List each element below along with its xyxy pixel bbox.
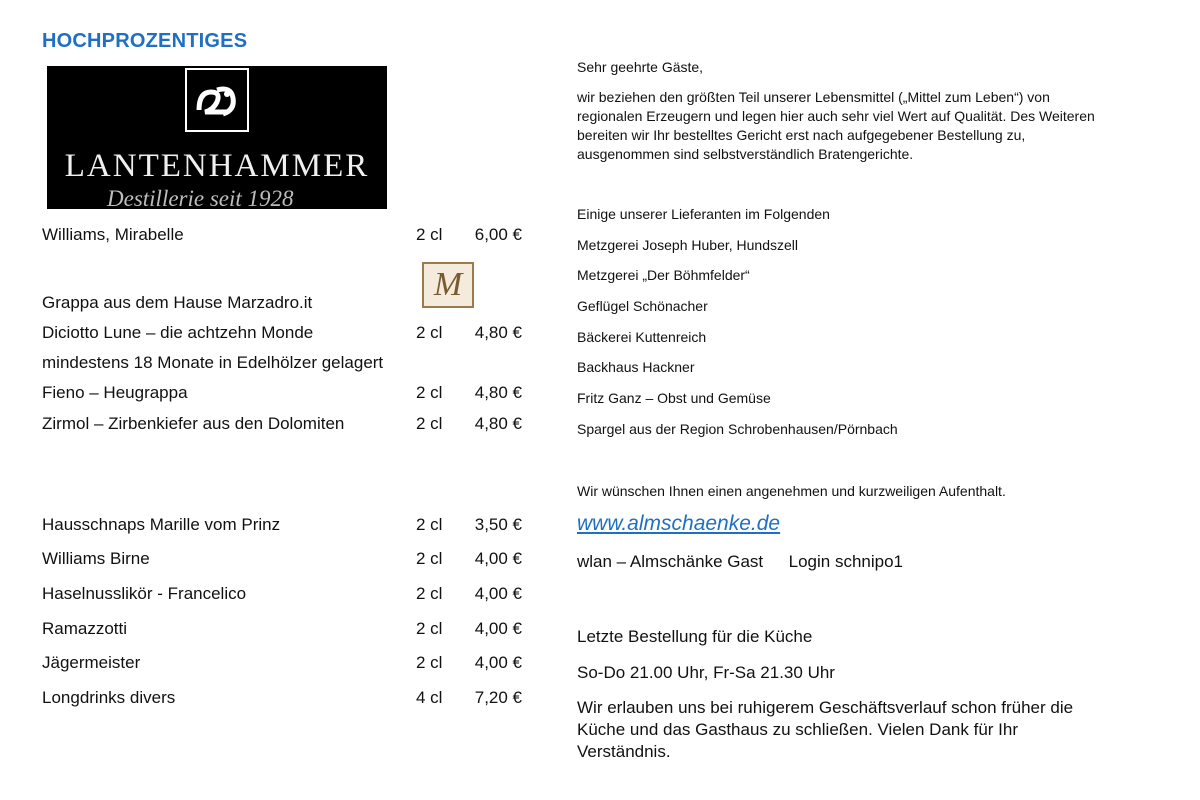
lantenhammer-name: LANTENHAMMER [64, 148, 370, 184]
item-name: Fieno – Heugrappa [42, 383, 188, 402]
supplier-item: Metzgerei „Der Böhmfelder“ [577, 267, 750, 283]
diciotto-note: mindestens 18 Monate in Edelhölzer gelagert [42, 353, 384, 372]
website-link[interactable]: www.almschaenke.de [577, 512, 781, 535]
marzadro-logo [422, 262, 474, 308]
item-name: Zirmol – Zirbenkiefer aus den Dolomiten [42, 414, 345, 433]
item-volume: 2 cl [416, 225, 443, 244]
item-name: Jägermeister [42, 653, 141, 672]
item-name: Williams, Mirabelle [42, 225, 184, 244]
item-price: 4,00 € [474, 584, 522, 603]
item-volume: 2 cl [416, 323, 443, 342]
item-volume: 2 cl [416, 515, 443, 534]
item-name: Ramazzotti [42, 619, 128, 638]
menu-row-williams-birne [42, 547, 522, 571]
supplier-item: Geflügel Schönacher [577, 298, 708, 314]
item-volume: 2 cl [416, 584, 443, 603]
menu-row-hausschnaps [42, 513, 522, 537]
item-price: 4,00 € [474, 653, 522, 672]
item-name: Diciotto Lune – die achtzehn Monde [42, 323, 314, 342]
item-volume: 2 cl [416, 549, 443, 568]
item-name: Longdrinks divers [42, 688, 176, 707]
item-price: 4,00 € [474, 549, 522, 568]
item-name: Haselnusslikör - Francelico [42, 584, 247, 603]
greeting: Sehr geehrte Gäste, [577, 59, 704, 75]
closing-note: Wir erlauben uns bei ruhigerem Geschäftsverlauf schon früher die Küche und das Gasthaus zu schließen. Vielen Dank für Ihr Verständnis. [577, 698, 1074, 761]
lantenhammer-subtitle: Destillerie seit 1928 [107, 186, 294, 211]
wlan-name: wlan – Almschänke Gast [577, 552, 764, 571]
item-price: 6,00 € [474, 225, 522, 244]
intro-text: wir beziehen den größten Teil unserer Lebensmittel („Mittel zum Leben“) von regionalen Erzeugern und legen hier auch sehr viel Wert auf Qualität. Des Weiteren bereiten wir Ihr bestelltes Gericht erst nach aufgegebener Bestellung zu, ausgenommen sind selbstverständlich Bratengerichte. [577, 89, 1095, 162]
supplier-item: Fritz Ganz – Obst und Gemüse [577, 390, 771, 406]
wlan-login: Login schnipo1 [788, 552, 903, 571]
menu-row-williams-mirabelle [42, 223, 522, 247]
wlan-info [577, 551, 903, 573]
lantenhammer-emblem-icon [185, 68, 249, 132]
page-heading: HOCHPROZENTIGES [42, 30, 248, 52]
marzadro-letter: M [433, 266, 463, 303]
item-volume: 2 cl [416, 653, 443, 672]
item-price: 4,80 € [474, 383, 522, 402]
item-price: 4,00 € [474, 619, 522, 638]
item-volume: 2 cl [416, 414, 443, 433]
item-price: 7,20 € [474, 688, 522, 707]
item-volume: 2 cl [416, 619, 443, 638]
menu-row-jaegermeister [42, 651, 522, 675]
supplier-item: Spargel aus der Region Schrobenhausen/Pörnbach [577, 421, 898, 437]
supplier-item: Backhaus Hackner [577, 359, 695, 375]
item-price: 4,80 € [474, 414, 522, 433]
last-order-title: Letzte Bestellung für die Küche [577, 627, 813, 646]
item-name: Hausschnaps Marille vom Prinz [42, 515, 281, 534]
grappa-section-title: Grappa aus dem Hause Marzadro.it [42, 293, 313, 312]
menu-row-zirmol [42, 412, 522, 436]
suppliers-title: Einige unserer Lieferanten im Folgenden [577, 206, 830, 222]
supplier-item: Bäckerei Kuttenreich [577, 329, 707, 345]
item-price: 3,50 € [474, 515, 522, 534]
menu-row-ramazzotti [42, 617, 522, 641]
lantenhammer-logo [47, 66, 387, 209]
menu-row-diciotto [42, 321, 522, 345]
item-name: Williams Birne [42, 549, 150, 568]
item-volume: 4 cl [416, 688, 443, 707]
menu-row-fieno [42, 381, 522, 405]
item-volume: 2 cl [416, 383, 443, 402]
wish-text: Wir wünschen Ihnen einen angenehmen und kurzweiligen Aufenthalt. [577, 483, 1006, 499]
menu-row-longdrinks [42, 686, 522, 710]
item-price: 4,80 € [474, 323, 522, 342]
last-order-times: So-Do 21.00 Uhr, Fr-Sa 21.30 Uhr [577, 663, 835, 682]
menu-row-haselnusslikoer [42, 582, 522, 606]
supplier-item: Metzgerei Joseph Huber, Hundszell [577, 237, 799, 253]
